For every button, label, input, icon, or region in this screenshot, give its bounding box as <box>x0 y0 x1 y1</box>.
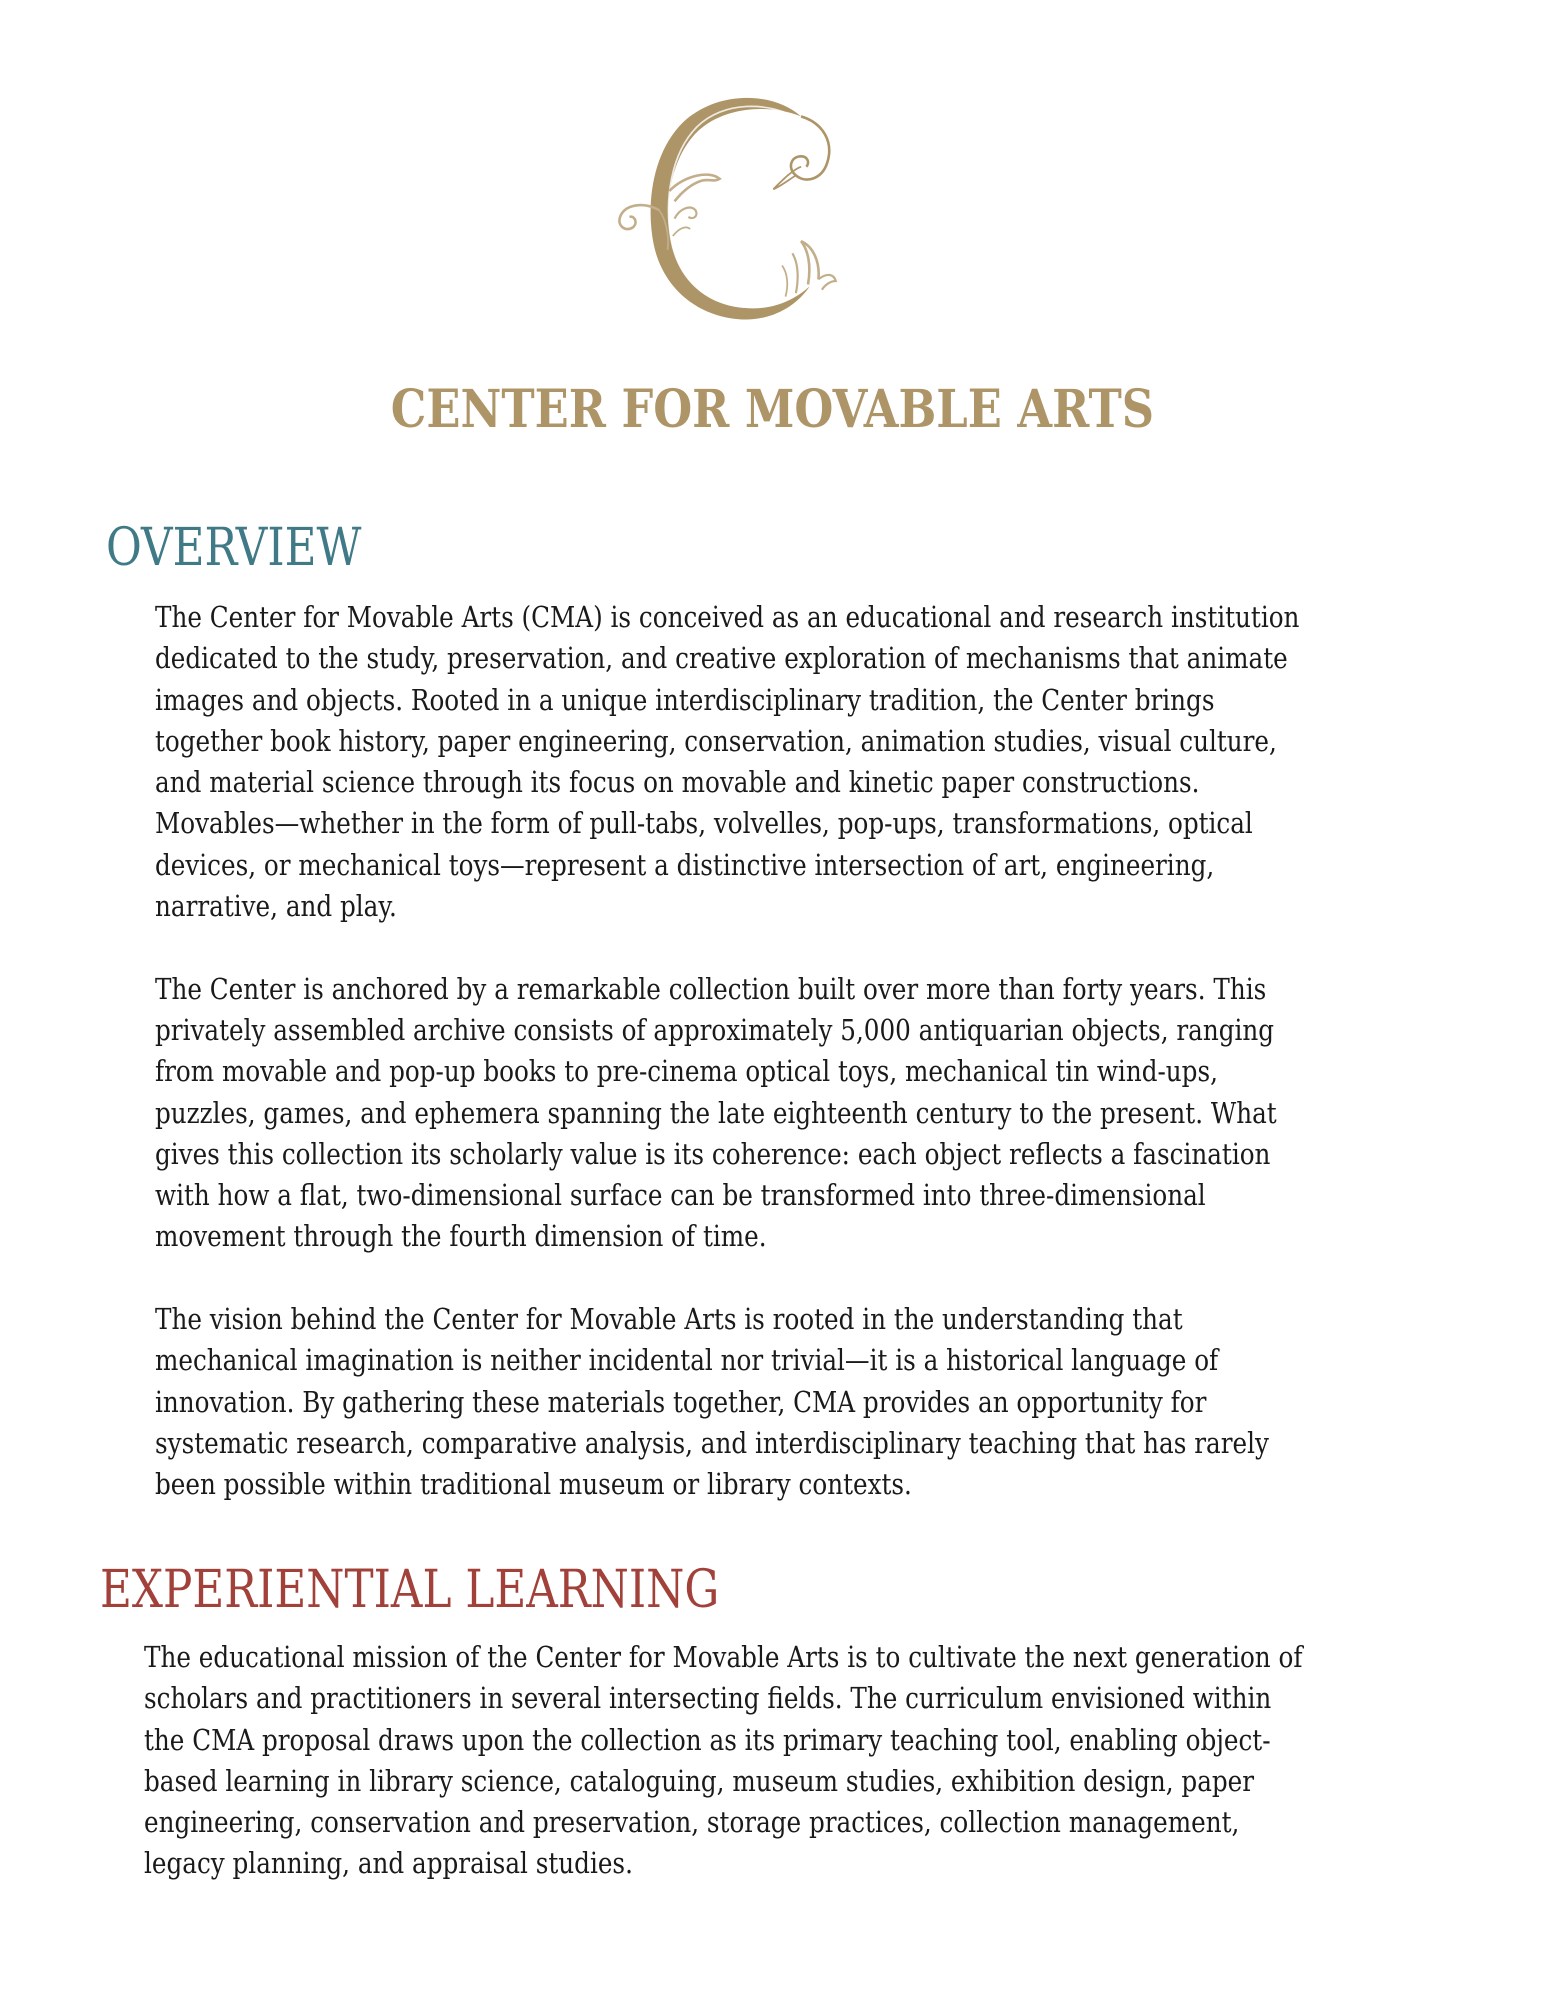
text-line: dedicated to the study, preservation, and creative exploration of mechanisms that animate <box>155 642 1288 676</box>
text-line: The Center is anchored by a remarkable collection built over more than forty years. This <box>155 972 1267 1006</box>
text-line: together book history, paper engineering, conservation, animation studies, visual culture, <box>155 724 1277 758</box>
text-line: The Center for Movable Arts (CMA) is conceived as an educational and research institution <box>155 601 1300 634</box>
text-line: gives this collection its scholarly value is its coherence: each object reflects a fascination <box>155 1137 1271 1171</box>
ornamental-letter-c-logo <box>600 80 860 340</box>
text-line: images and objects. Rooted in a unique interdisciplinary tradition, the Center brings <box>155 683 1215 717</box>
experiential-paragraph-1 <box>144 1637 1398 1885</box>
text-line: Movables—whether in the form of pull-tabs, volvelles, pop-ups, transformations, optical <box>155 807 1253 841</box>
text-line: innovation. By gathering these materials together, CMA provides an opportunity for <box>155 1385 1207 1419</box>
text-line: from movable and pop-up books to pre-cinema optical toys, mechanical tin wind-ups, <box>155 1055 1218 1089</box>
text-line: narrative, and play. <box>155 890 397 924</box>
text-line: The educational mission of the Center for Movable Arts is to cultivate the next generation of <box>144 1641 1303 1674</box>
text-line: movement through the fourth dimension of time. <box>155 1220 767 1254</box>
text-line: the CMA proposal draws upon the collection as its primary teaching tool, enabling object- <box>144 1723 1271 1757</box>
experiential-learning-heading: EXPERIENTIAL LEARNING <box>100 1560 720 1620</box>
text-line: puzzles, games, and ephemera spanning the late eighteenth century to the present. What <box>155 1096 1277 1130</box>
text-line: been possible within traditional museum or library contexts. <box>155 1468 912 1502</box>
text-line: mechanical imagination is neither incidental nor trivial—it is a historical language of <box>155 1344 1219 1378</box>
text-line: devices, or mechanical toys—represent a distinctive intersection of art, engineering, <box>155 848 1215 882</box>
experiential-learning-body <box>144 1637 1545 1885</box>
overview-paragraph-1 <box>155 597 1409 927</box>
overview-heading: OVERVIEW <box>106 518 362 578</box>
text-line: legacy planning, and appraisal studies. <box>144 1847 633 1881</box>
overview-paragraph-2 <box>155 969 1409 1258</box>
ornamental-letter-c-icon <box>600 80 860 340</box>
text-line: The vision behind the Center for Movable Arts is rooted in the understanding that <box>155 1303 1183 1337</box>
text-line: engineering, conservation and preservation, storage practices, collection management, <box>144 1806 1240 1840</box>
overview-body <box>155 597 1545 1506</box>
text-line: systematic research, comparative analysis, and interdisciplinary teaching that has rarely <box>155 1426 1269 1460</box>
text-line: with how a flat, two-dimensional surface can be transformed into three-dimensional <box>155 1179 1206 1213</box>
text-line: based learning in library science, cataloguing, museum studies, exhibition design, paper <box>144 1764 1255 1798</box>
organization-title: CENTER FOR MOVABLE ARTS <box>390 379 1155 440</box>
text-line: and material science through its focus on movable and kinetic paper constructions. <box>155 766 1200 800</box>
text-line: scholars and practitioners in several intersecting fields. The curriculum envisioned within <box>144 1682 1272 1716</box>
overview-paragraph-3 <box>155 1299 1409 1505</box>
text-line: privately assembled archive consists of approximately 5,000 antiquarian objects, ranging <box>155 1013 1275 1047</box>
